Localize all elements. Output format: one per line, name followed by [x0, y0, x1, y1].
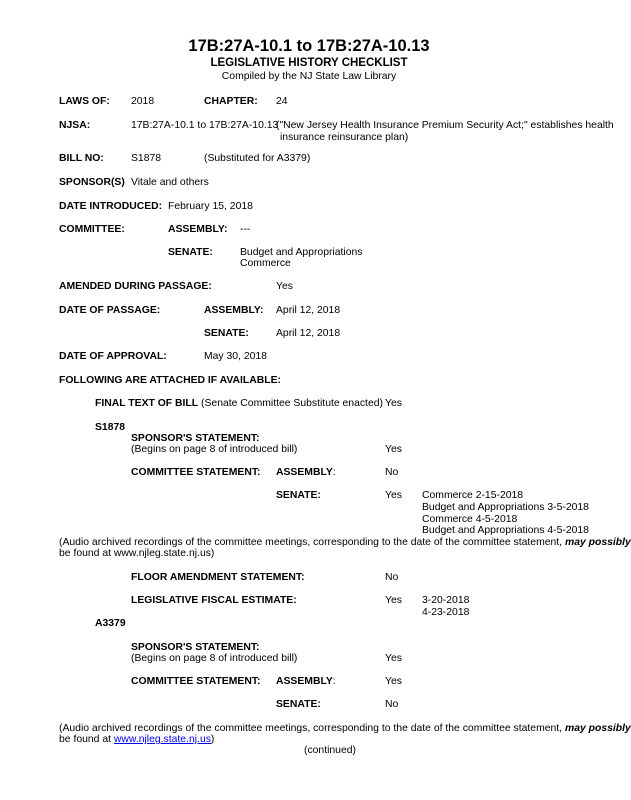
- committee-senate-value-2: Commerce: [240, 258, 291, 269]
- final-text-row: [95, 398, 383, 410]
- a3379-sponsor-statement-value: Yes: [385, 653, 402, 664]
- a3379-assembly-value: Yes: [385, 676, 402, 687]
- njsa-description-line1: ("New Jersey Health Insurance Premium Security Act;" establishes health: [276, 120, 614, 131]
- s1878-floor-amendment-value: No: [385, 572, 399, 583]
- committee-senate-label: SENATE:: [168, 247, 213, 258]
- attached-heading: FOLLOWING ARE ATTACHED IF AVAILABLE:: [59, 375, 282, 386]
- s1878-assembly-colon: :: [332, 467, 336, 478]
- njsa-value: 17B:27A-10.1 to 17B:27A-10.13: [131, 120, 279, 131]
- date-of-passage-label: DATE OF PASSAGE:: [59, 305, 161, 316]
- s1878-senate-date-2: Budget and Appropriations 3-5-2018: [422, 502, 589, 513]
- committee-senate-value-1: Budget and Appropriations: [240, 247, 363, 258]
- njsa-label: NJSA:: [59, 120, 91, 131]
- s1878-senate-label: SENATE:: [276, 490, 321, 501]
- s1878-floor-amendment-label: FLOOR AMENDMENT STATEMENT:: [131, 572, 305, 583]
- s1878-fiscal-date-2: 4-23-2018: [422, 607, 470, 618]
- laws-of-label: LAWS OF:: [59, 96, 110, 107]
- sponsor-value: Vitale and others: [131, 177, 209, 188]
- a3379-audio-note-start: (Audio archived recordings of the committee meetings, corresponding to the date of the committee statement,: [59, 723, 565, 734]
- s1878-assembly-row: [276, 467, 336, 479]
- passage-assembly-value: April 12, 2018: [276, 305, 341, 316]
- chapter-value: 24: [276, 96, 288, 107]
- passage-assembly-label: ASSEMBLY:: [204, 305, 264, 316]
- s1878-senate-date-1: Commerce 2-15-2018: [422, 490, 524, 501]
- passage-senate-value: April 12, 2018: [276, 328, 341, 339]
- a3379-audio-note-close: ): [210, 734, 215, 745]
- a3379-audio-note-emph: may possibly: [564, 723, 631, 734]
- njsa-description-line2: insurance reinsurance plan): [280, 132, 409, 143]
- a3379-committee-statement-label: COMMITTEE STATEMENT:: [131, 676, 261, 687]
- bill-no-label: BILL NO:: [59, 153, 104, 164]
- date-of-approval-value: May 30, 2018: [204, 351, 267, 362]
- s1878-label: S1878: [95, 422, 126, 433]
- sponsor-label: SPONSOR(S): [59, 177, 125, 188]
- a3379-sponsor-statement-note: (Begins on page 8 of introduced bill): [131, 653, 298, 664]
- document-subtitle: LEGISLATIVE HISTORY CHECKLIST: [210, 57, 408, 69]
- a3379-assembly-colon: :: [332, 676, 336, 687]
- passage-senate-label: SENATE:: [204, 328, 249, 339]
- committee-assembly-label: ASSEMBLY:: [168, 224, 228, 235]
- a3379-label: A3379: [95, 618, 126, 629]
- date-of-approval-label: DATE OF APPROVAL:: [59, 351, 167, 362]
- s1878-senate-value: Yes: [385, 490, 402, 501]
- amended-label: AMENDED DURING PASSAGE:: [59, 281, 212, 292]
- s1878-audio-note-line2: be found at www.njleg.state.nj.us): [59, 548, 215, 559]
- final-text-value: Yes: [385, 398, 402, 409]
- bill-no-value: S1878: [131, 153, 162, 164]
- bill-substituted-note: (Substituted for A3379): [204, 153, 311, 164]
- s1878-sponsor-statement-note: (Begins on page 8 of introduced bill): [131, 444, 298, 455]
- final-text-label: FINAL TEXT OF BILL: [95, 398, 199, 409]
- laws-of-value: 2018: [131, 96, 155, 107]
- date-introduced-value: February 15, 2018: [168, 201, 253, 212]
- a3379-audio-note-line2: [59, 734, 214, 746]
- s1878-assembly-label: ASSEMBLY: [276, 467, 333, 478]
- s1878-senate-date-4: Budget and Appropriations 4-5-2018: [422, 525, 589, 536]
- s1878-audio-note-start: (Audio archived recordings of the committee meetings, corresponding to the date of the committee statement,: [59, 537, 565, 548]
- a3379-assembly-label: ASSEMBLY: [276, 676, 333, 687]
- final-text-note: (Senate Committee Substitute enacted): [198, 398, 383, 409]
- a3379-senate-label: SENATE:: [276, 699, 321, 710]
- njleg-link[interactable]: www.njleg.state.nj.us: [113, 734, 211, 745]
- amended-value: Yes: [276, 281, 293, 292]
- committee-label: COMMITTEE:: [59, 224, 125, 235]
- s1878-assembly-value: No: [385, 467, 399, 478]
- s1878-fiscal-date-1: 3-20-2018: [422, 595, 470, 606]
- s1878-audio-note-emph: may possibly: [564, 537, 631, 548]
- a3379-audio-note-be-found: be found at: [59, 734, 114, 745]
- a3379-sponsor-statement-label: SPONSOR'S STATEMENT:: [131, 642, 260, 653]
- s1878-sponsor-statement-label: SPONSOR'S STATEMENT:: [131, 433, 260, 444]
- s1878-fiscal-estimate-label: LEGISLATIVE FISCAL ESTIMATE:: [131, 595, 297, 606]
- compiled-by: Compiled by the NJ State Law Library: [221, 71, 397, 82]
- date-introduced-label: DATE INTRODUCED:: [59, 201, 163, 212]
- a3379-assembly-row: [276, 676, 336, 688]
- document-title: 17B:27A-10.1 to 17B:27A-10.13: [188, 37, 430, 55]
- a3379-senate-value: No: [385, 699, 399, 710]
- continued-note: (continued): [304, 745, 356, 756]
- chapter-label: CHAPTER:: [204, 96, 258, 107]
- s1878-senate-date-3: Commerce 4-5-2018: [422, 514, 518, 525]
- s1878-sponsor-statement-value: Yes: [385, 444, 402, 455]
- s1878-fiscal-estimate-value: Yes: [385, 595, 402, 606]
- committee-assembly-value: ---: [240, 224, 251, 235]
- s1878-committee-statement-label: COMMITTEE STATEMENT:: [131, 467, 261, 478]
